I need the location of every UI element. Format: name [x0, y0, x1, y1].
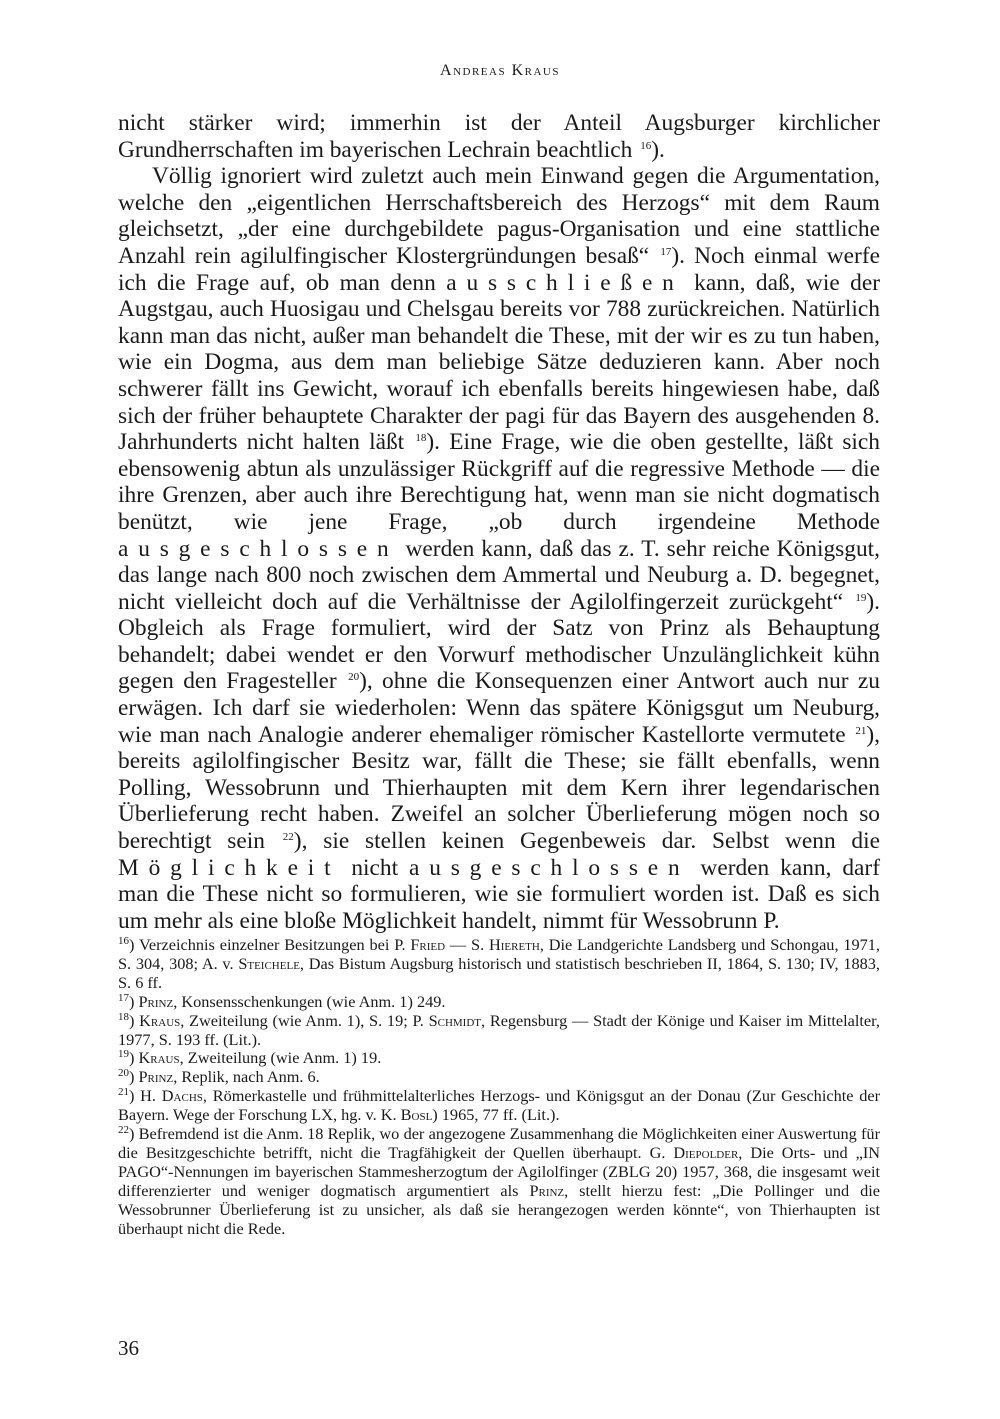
- text-run: ), sie stellen keinen Gegenbeweis dar. Selbst wenn die: [293, 828, 881, 855]
- spaced-emphasis: ausgeschlossen: [409, 854, 690, 881]
- author-name: Prinz: [138, 1067, 174, 1087]
- text-run: ), ohne die Konsequenzen einer Antwort auch nur zu erwägen. Ich darf sie wiederholen: Wenn das spätere Königsgut um Neuburg, wie man nach Analogie anderer ehemaliger römischer Kastellorte vermutete: [118, 668, 880, 748]
- text-run: ).: [651, 136, 665, 163]
- author-name: Steichele: [238, 953, 300, 973]
- footnotes: [118, 936, 880, 1239]
- author-name: Bosl: [400, 1105, 433, 1125]
- text-run: kann, daß, wie der Augstgau, auch Huosigau und Chelsgau bereits vor 788 zurückreichen. Natürlich kann man das nicht, außer man behandelt die These, mit der wir es zu tun haben, wie ein Dogma, aus dem man beliebige Sätze deduzieren kann. Aber noch schwerer fällt ins Gewicht, worauf ich ebenfalls bereits hingewiesen habe, daß sich der früher behauptete Charakter der pagi für das Bayern des ausgehenden 8. Jahrhunderts nicht halten läßt: [118, 269, 880, 456]
- text-run: , Konsensschenkungen (wie Anm. 1) 249.: [173, 991, 446, 1011]
- spaced-emphasis: ausgeschlossen: [118, 535, 399, 562]
- footnote-number: 22: [118, 1124, 129, 1137]
- spaced-emphasis: Möglichkeit: [118, 854, 341, 881]
- text-run: ) 1965, 77 ff. (Lit.).: [432, 1105, 560, 1125]
- spaced-emphasis: ausschließen: [446, 269, 684, 296]
- text-run: — S.: [449, 935, 485, 954]
- paragraph-1: [118, 110, 880, 163]
- footnote-21: [118, 1087, 880, 1125]
- text-run: ) Befremdend ist die Anm. 18 Replik, wo der angezogene Zusammenhang die Möglichkeiten einer Auswertung für die Besitzgeschichte betrifft, nicht die Tragfähigkeit der Quellen überhaupt. G.: [118, 1124, 880, 1162]
- footnote-ref-16[interactable]: 16: [640, 139, 652, 152]
- text-run: ). Obgleich als Frage formuliert, wird der Satz von Prinz als Behauptung behandelt; dabei wendet er den Vorwurf methodischer Unzulänglichkeit kühn gegen den Fragesteller: [118, 588, 880, 695]
- footnote-18: [118, 1012, 880, 1050]
- text-run: werden kann, darf man die These nicht so formulieren, wie sie formuliert worden ist. Daß es sich um mehr als eine bloße Möglichkeit handelt, nimmt für Wessobrunn P.: [118, 854, 880, 934]
- text-run: ), bereits agilolfingischer Besitz war, fällt die These; sie fällt ebenfalls, wenn Polling, Wessobrunn und Thierhaupten mit dem Kern ihrer legendarischen Überlieferung recht haben. Zweifel an solcher Überlieferung mögen noch so berechtigt sein: [118, 721, 880, 855]
- footnote-16: [118, 936, 880, 993]
- footnote-ref-19[interactable]: 19: [855, 591, 867, 604]
- text-run: nicht: [351, 854, 399, 881]
- author-name: Schmidt: [428, 1010, 482, 1030]
- main-text: [118, 110, 880, 934]
- author-name: Dachs: [161, 1086, 203, 1106]
- footnote-22: [118, 1125, 880, 1238]
- author-name: Kraus: [139, 1010, 181, 1030]
- text-run: , Die Landgerichte Landsberg und Schongau, 1971, S. 304, 308; A. v.: [118, 935, 880, 973]
- text-run: ). Eine Frage, wie die oben gestellte, läßt sich ebensowenig abtun als unzulässiger Rückgriff auf die regressive Methode — die ihre Grenzen, aber auch ihre Berechtigung hat, wenn man sie nicht dogmatisch benützt, wie jene Frage, „ob durch irgendeine Methode: [118, 429, 881, 535]
- footnote-number: 16: [118, 935, 129, 947]
- footnote-number: 19: [118, 1048, 129, 1061]
- text-run: , stellt hierzu fest: „Die Pollinger und die Wessobrunner Überlieferung ist zu unsicher, als daß sie herangezogen werden könnte“, von Thierhaupten ist überhaupt nicht die Rede.: [118, 1180, 881, 1238]
- footnote-number: 21: [118, 1086, 129, 1099]
- text-run: ): [129, 991, 135, 1011]
- footnote-ref-20[interactable]: 20: [348, 671, 360, 684]
- text-run: werden kann, daß das z. T. sehr reiche Königsgut, das lange nach 800 noch zwischen dem Ammertal und Neuburg a. D. begegnet, nicht vielleicht doch auf die Verhältnisse der Agilolfingerzeit zurückgeht“: [118, 535, 880, 615]
- footnote-ref-17[interactable]: 17: [660, 245, 672, 258]
- text-run: , Römerkastelle und frühmittelalterliches Herzogs- und Königsgut an der Donau (Zur Geschichte der Bayern. Wege der Forschung LX, hg. v. K.: [118, 1086, 880, 1125]
- footnote-number: 17: [118, 991, 129, 1004]
- footnote-ref-21[interactable]: 21: [855, 724, 867, 737]
- author-name: Prinz: [138, 991, 174, 1011]
- paragraph-2: [118, 163, 880, 934]
- footnote-ref-18[interactable]: 18: [415, 432, 427, 445]
- text-run: , Regensburg — Stadt der Könige und Kaiser im Mittelalter, 1977, S. 193 ff. (Lit.).: [118, 1010, 880, 1049]
- text-run: , Das Bistum Augsburg historisch und statistisch beschrieben II, 1864, S. 130; IV, 1883, S. 6 ff.: [118, 953, 880, 992]
- author-name: Diepolder: [673, 1142, 739, 1162]
- footnote-20: [118, 1068, 880, 1087]
- footnote-number: 18: [118, 1010, 129, 1023]
- text-run: Völlig ignoriert wird zuletzt auch mein Einwand gegen die Argumentation, welche den „eigentlichen Herrschaftsbereich des Herzogs“ mit dem Raum gleichsetzt, „der eine durchgebildete pagus-Organisation und eine stattliche Anzahl rein agilulfingischer Klostergründungen besaß“: [118, 163, 880, 269]
- author-name: Hiereth: [488, 935, 540, 954]
- text-run: , Die Orts- und „IN PAGO“-Nennungen im bayerischen Stammesherzogtum der Agilolfinger (ZBLG 20) 1957, 368, die insgesamt weit differenzierter und weniger dogmatisch argumentiert als: [118, 1142, 880, 1200]
- footnote-17: [118, 993, 880, 1012]
- footnote-ref-22[interactable]: 22: [282, 831, 294, 844]
- text-run: ). Noch einmal werfe ich die Frage auf, ob man denn: [118, 242, 880, 296]
- author-name: Fried: [410, 935, 446, 954]
- page-number: 36: [118, 1336, 139, 1360]
- footnote-number: 20: [118, 1067, 129, 1080]
- author-name: Kraus: [138, 1048, 180, 1068]
- text-run: ): [129, 1010, 135, 1030]
- text-run: ): [129, 1067, 135, 1087]
- footnote-19: [118, 1049, 880, 1068]
- text-run: ) H.: [129, 1086, 157, 1106]
- text-run: , Zweiteilung (wie Anm. 1) 19.: [179, 1048, 382, 1068]
- author-name: Prinz: [529, 1180, 565, 1200]
- text-run: nicht stärker wird; immerhin ist der Anteil Augsburger kirchlicher Grundherrschaften im bayerischen Lechrain beachtlich: [118, 110, 880, 163]
- running-header: Andreas Kraus: [440, 62, 560, 79]
- text-run: , Zweiteilung (wie Anm. 1), S. 19; P.: [180, 1010, 424, 1030]
- text-run: , Replik, nach Anm. 6.: [173, 1067, 320, 1087]
- text-run: ): [129, 1048, 135, 1068]
- text-run: ) Verzeichnis einzelner Besitzungen bei P.: [129, 935, 406, 954]
